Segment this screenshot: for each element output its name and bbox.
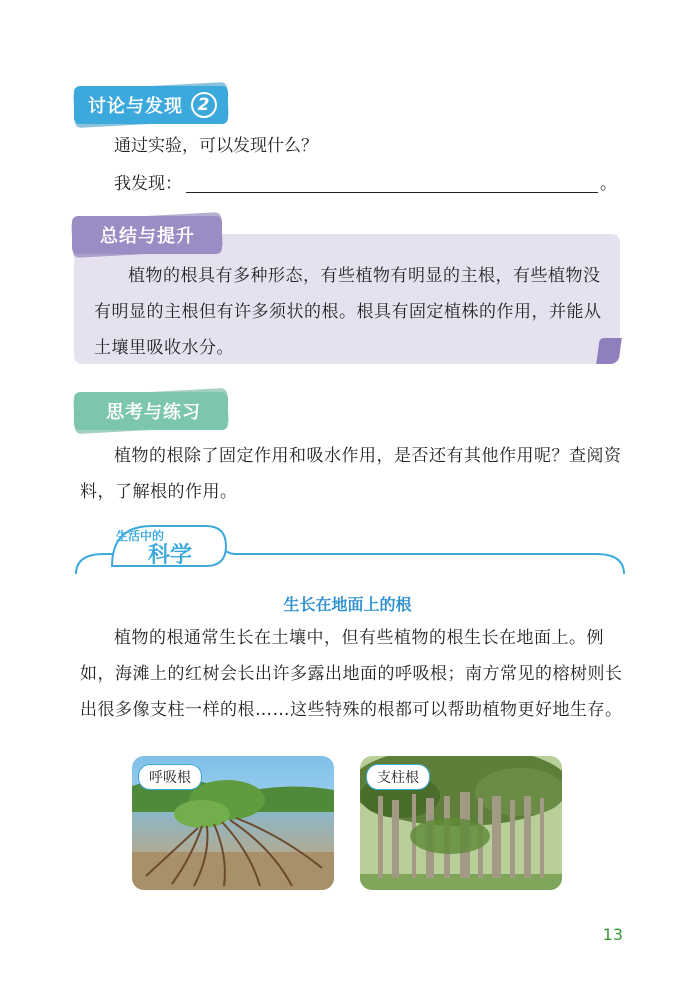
- answer-end: 。: [600, 174, 617, 194]
- discussion-number: 2: [191, 92, 217, 118]
- answer-fill-line[interactable]: [186, 192, 598, 193]
- discussion-title: 讨论与发现: [88, 96, 183, 117]
- summary-text: 植物的根具有多种形态，有些植物有明显的主根，有些植物没有明显的主根但有许多须状的根。根具有固定植株的作用，并能从土壤里吸收水分。: [94, 266, 602, 358]
- life-science-tag-main: 科学: [148, 543, 193, 568]
- summary-title: 总结与提升: [100, 226, 195, 247]
- practice-title: 思考与练习: [106, 402, 201, 423]
- page-number: 13: [602, 925, 623, 944]
- life-science-subtitle: 生长在地面上的根: [283, 595, 412, 614]
- life-science-tag-top: 生活中的: [116, 529, 165, 543]
- life-science-tag: [108, 522, 228, 568]
- answer-label: 我发现：: [114, 174, 182, 194]
- practice-text: 植物的根除了固定作用和吸水作用，是否还有其他作用呢？查阅资料，了解根的作用。: [80, 446, 622, 502]
- discussion-question: 通过实验，可以发现什么？: [114, 136, 318, 156]
- life-science-text: 植物的根通常生长在土壤中，但有些植物的根生长在地面上。例如，海滩上的红树会长出许多露出地面的呼吸根；南方常见的榕树则长出很多像支柱一样的根……这些特殊的根都可以帮助植物更好地生存。: [80, 628, 623, 720]
- mangrove-photo: [132, 756, 334, 890]
- practice-banner: [74, 392, 228, 430]
- breathing-root-tag: 呼吸根: [138, 764, 202, 790]
- summary-banner: [72, 216, 222, 254]
- discussion-banner: [74, 86, 228, 124]
- prop-root-tag: 支柱根: [366, 764, 430, 790]
- banyan-photo: [360, 756, 562, 890]
